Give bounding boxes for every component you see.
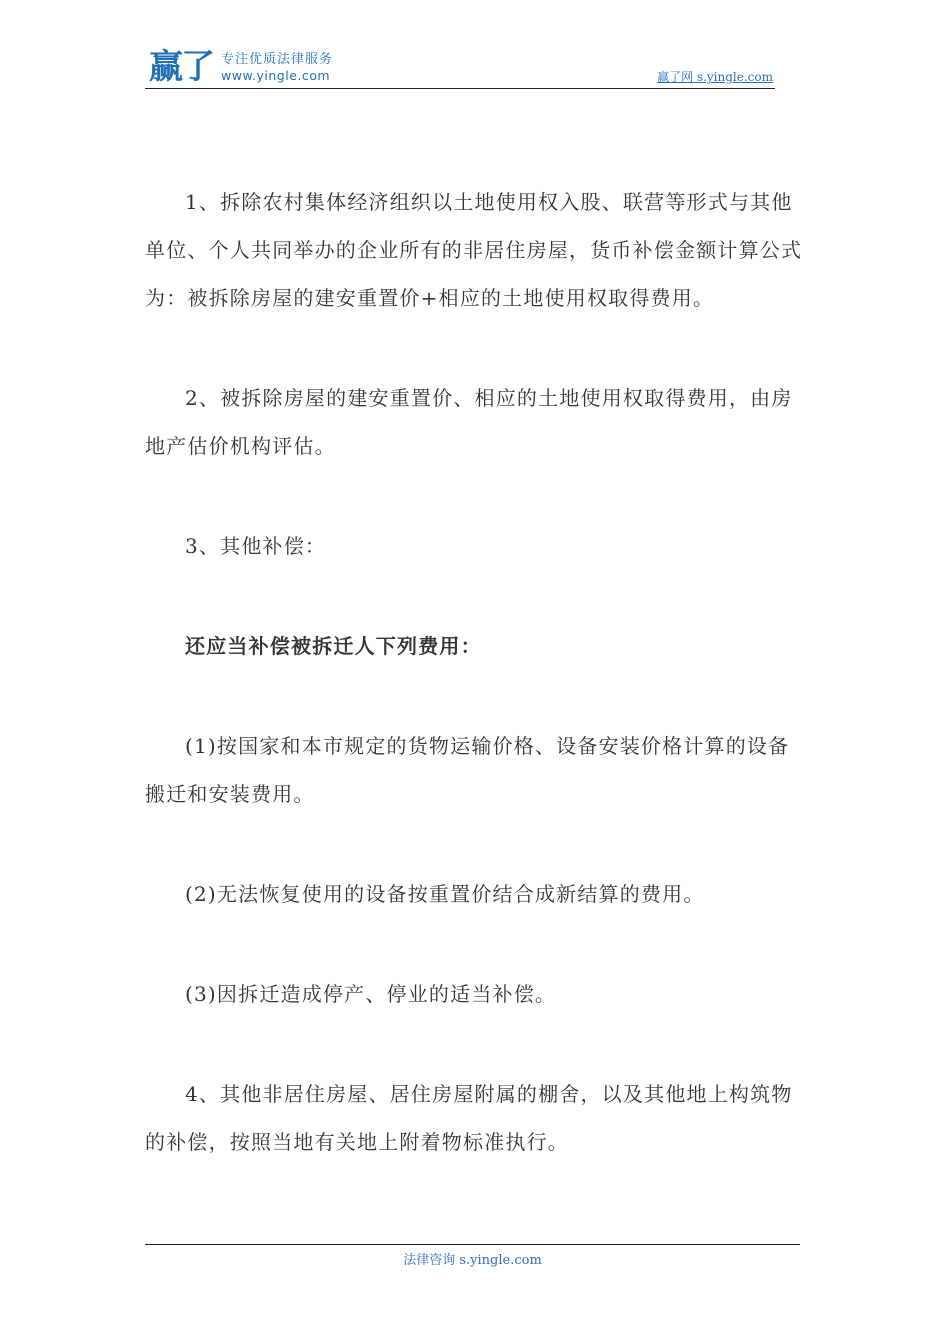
- logo-slogan: 专注优质法律服务: [221, 52, 334, 67]
- paragraph-3: 3、其他补偿：: [185, 534, 327, 558]
- paragraph-subheading: 还应当补偿被拆迁人下列费用：: [185, 634, 482, 658]
- logo-url: www.yingle.com: [221, 68, 331, 83]
- paragraph-gap: [145, 918, 810, 970]
- paragraph-gap: [145, 322, 810, 374]
- paragraph-gap: [145, 670, 810, 722]
- logo-text-block: [221, 50, 333, 83]
- footer-link[interactable]: 法律咨询 s.yingle.com: [403, 1253, 542, 1268]
- page-header: [145, 47, 775, 89]
- paragraph-gap: [145, 570, 810, 622]
- logo-mark: 赢了: [149, 47, 213, 87]
- paragraph-2: 2、被拆除房屋的建安重置价、相应的土地使用权取得费用，由房地产估价机构评估。: [145, 386, 793, 458]
- paragraph-gap: [145, 1018, 810, 1070]
- paragraph-gap: [145, 818, 810, 870]
- paragraph-4: 4、其他非居住房屋、居住房屋附属的棚舍，以及其他地上构筑物的补偿，按照当地有关地上附着物标准执行。: [145, 1082, 793, 1154]
- paragraph-item-2: (2)无法恢复使用的设备按重置价结合成新结算的费用。: [185, 882, 705, 906]
- header-site-link[interactable]: 赢了网 s.yingle.com: [657, 70, 773, 84]
- paragraph-gap: [145, 470, 810, 522]
- yingle-logo[interactable]: [149, 47, 334, 88]
- paragraph-item-1: (1)按国家和本市规定的货物运输价格、设备安装价格计算的设备搬迁和安装费用。: [145, 734, 790, 806]
- document-body: [145, 178, 810, 1166]
- page-footer: [145, 1244, 800, 1268]
- paragraph-1: 1、拆除农村集体经济组织以土地使用权入股、联营等形式与其他单位、个人共同举办的企业所有的非居住房屋，货币补偿金额计算公式为：被拆除房屋的建安重置价+相应的土地使用权取得费用。: [145, 190, 803, 310]
- paragraph-item-3: (3)因拆迁造成停产、停业的适当补偿。: [185, 982, 557, 1006]
